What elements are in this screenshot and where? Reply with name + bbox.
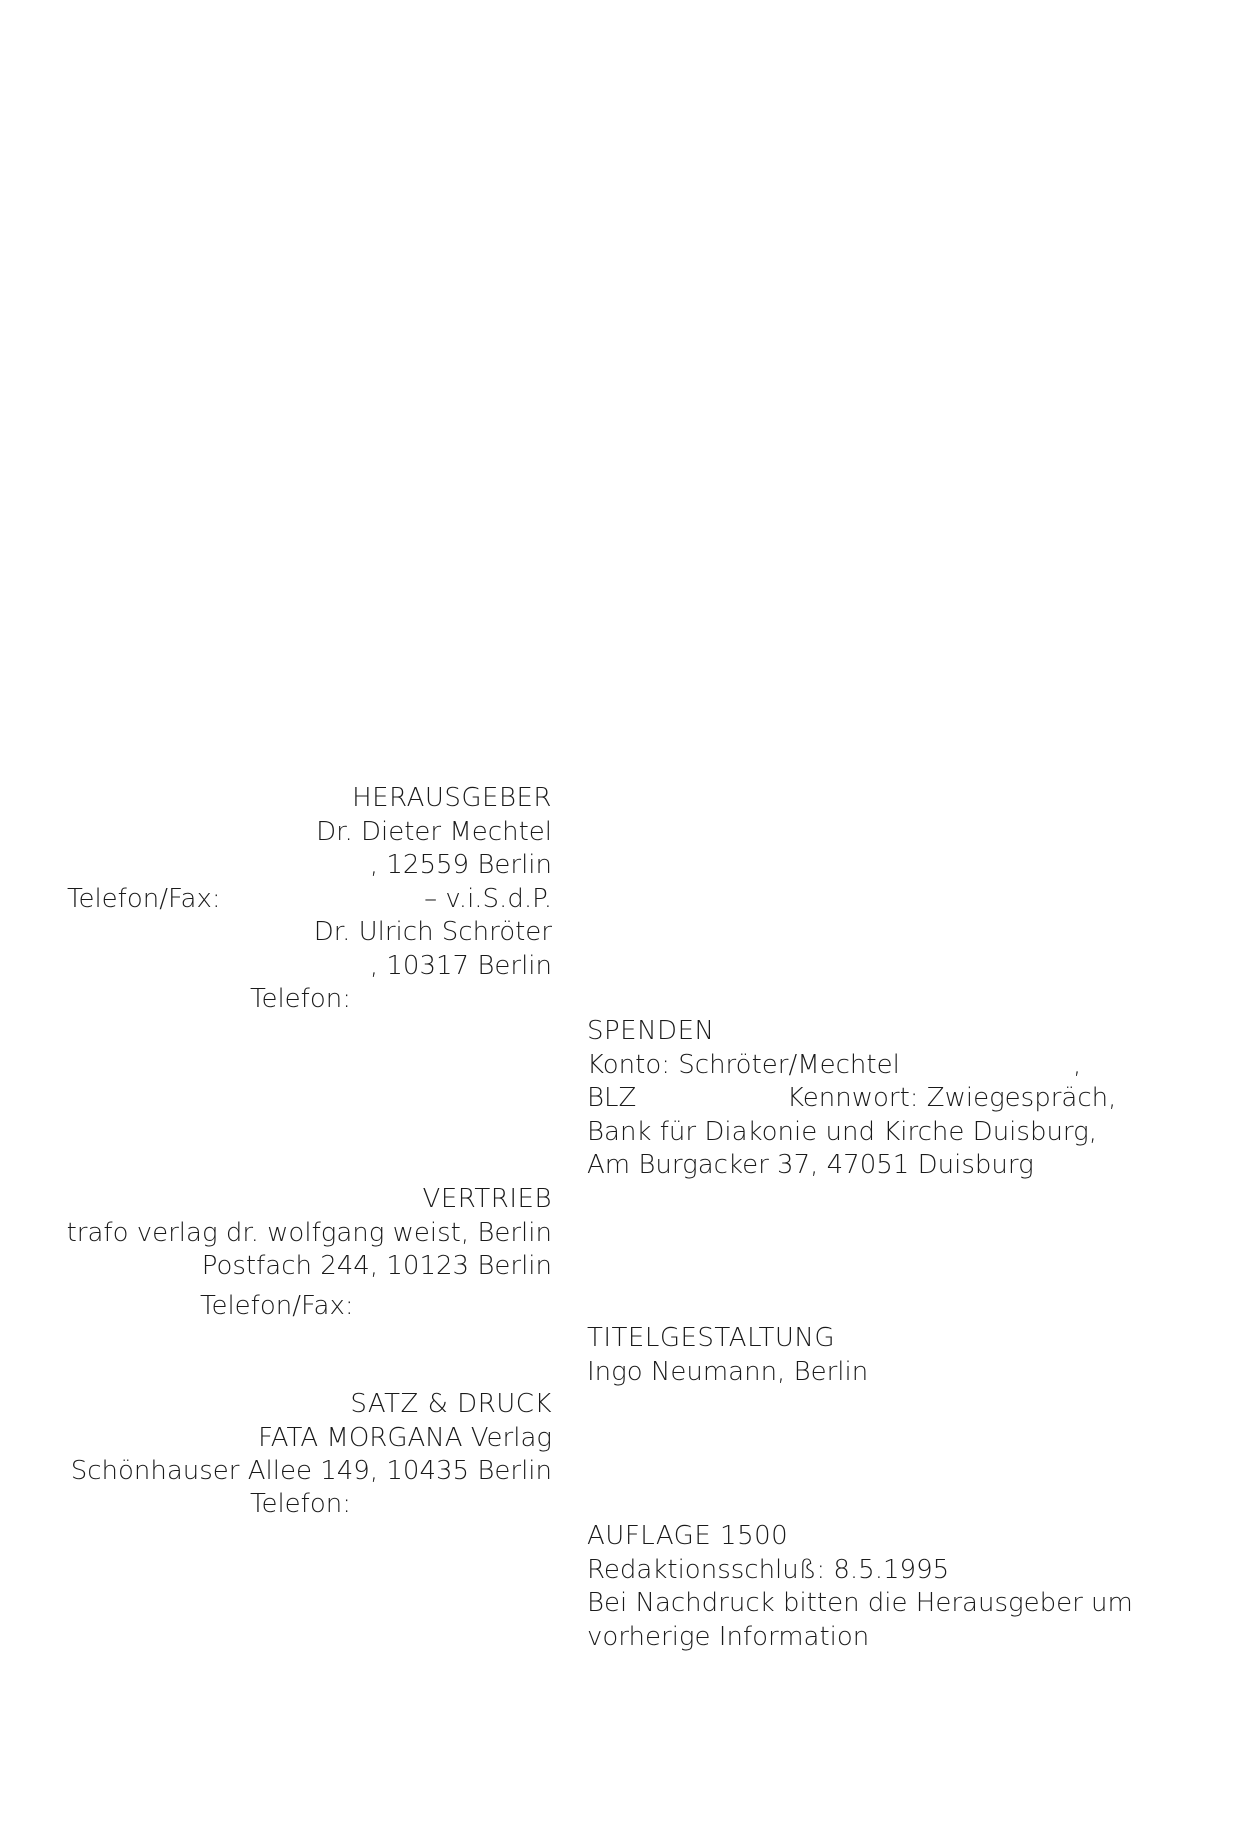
vertrieb-address: Postfach 244, 10123 Berlin	[201, 1251, 552, 1281]
spenden-kennwort: Kennwort: Zwiegespräch,	[787, 1083, 1117, 1113]
herausgeber-name-1: Dr. Dieter Mechtel	[316, 816, 552, 847]
herausgeber-telfax-label: Telefon/Fax:	[67, 884, 221, 914]
spenden-blz: BLZ	[587, 1083, 637, 1113]
spenden-section	[587, 1015, 1117, 1183]
auflage-section	[587, 1520, 1133, 1654]
auflage-nachdruck: Bei Nachdruck bitten die Herausgeber um	[587, 1588, 1133, 1618]
spenden-blz-row	[587, 1082, 1117, 1116]
vertrieb-section	[67, 1183, 552, 1284]
herausgeber-heading: HERAUSGEBER	[352, 783, 552, 813]
satz-druck-tel-label: Telefon:	[250, 1489, 351, 1519]
titelgestaltung-section	[587, 1322, 868, 1389]
spenden-konto: Konto: Schröter/Mechtel	[587, 1049, 900, 1080]
auflage-redaktionsschluss: Redaktionsschluß: 8.5.1995	[587, 1554, 950, 1585]
titelgestaltung-name: Ingo Neumann, Berlin	[587, 1356, 869, 1387]
satz-druck-heading: SATZ & DRUCK	[350, 1389, 552, 1419]
herausgeber-name-2: Dr. Ulrich Schröter	[313, 917, 552, 947]
titelgestaltung-heading: TITELGESTALTUNG	[587, 1323, 835, 1353]
vertrieb-telfax-label: Telefon/Fax:	[200, 1291, 354, 1321]
herausgeber-visdp: – v.i.S.d.P.	[424, 883, 552, 914]
auflage-heading: AUFLAGE 1500	[587, 1521, 789, 1551]
herausgeber-address-2: , 10317 Berlin	[369, 950, 552, 981]
spenden-konto-row	[587, 1049, 1107, 1083]
herausgeber-address-1: , 12559 Berlin	[369, 850, 552, 880]
satz-druck-section	[71, 1388, 552, 1489]
auflage-information: vorherige Information	[587, 1621, 870, 1652]
spenden-konto-comma: ,	[1073, 1049, 1082, 1080]
herausgeber-section	[314, 782, 552, 983]
satz-druck-address: Schönhauser Allee 149, 10435 Berlin	[70, 1456, 552, 1486]
vertrieb-heading: VERTRIEB	[422, 1184, 552, 1214]
spenden-bank: Bank für Diakonie und Kirche Duisburg,	[587, 1116, 1098, 1147]
spenden-heading: SPENDEN	[587, 1016, 715, 1046]
spenden-address: Am Burgacker 37, 47051 Duisburg	[587, 1150, 1034, 1180]
herausgeber-tel-label: Telefon:	[250, 984, 351, 1014]
vertrieb-publisher: trafo verlag dr. wolfgang weist, Berlin	[66, 1217, 552, 1248]
satz-druck-publisher: FATA MORGANA Verlag	[258, 1422, 552, 1453]
